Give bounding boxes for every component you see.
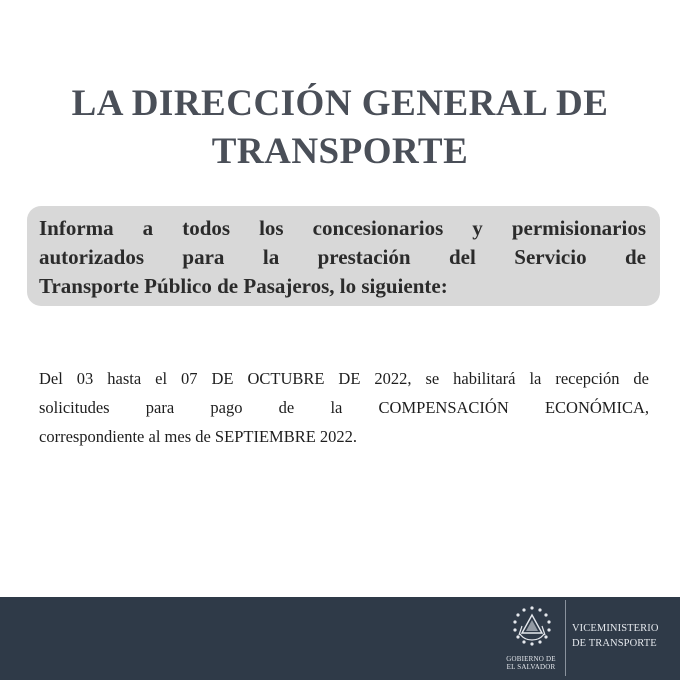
announcement-body <box>39 364 649 451</box>
body-line-2: solicitudes para pago de la COMPENSACIÓN ECONÓMICA, <box>39 398 649 417</box>
footer-divider <box>565 600 566 676</box>
title-line-1: LA DIRECCIÓN GENERAL DE <box>71 83 609 124</box>
body-line-3: correspondiente al mes de SEPTIEMBRE 2022. <box>39 427 358 446</box>
viceministry-label <box>572 621 678 651</box>
gov-label-line-1: GOBIERNO DE <box>506 655 556 663</box>
notice-line-1: Informa a todos los concesionarios y permisionarios <box>39 216 646 240</box>
gov-label-line-2: EL SALVADOR <box>506 663 556 671</box>
vice-label-line-1: VICEMINISTERIO <box>572 623 659 634</box>
government-label <box>496 655 566 671</box>
notice-line-3: Transporte Público de Pasajeros, lo siguiente: <box>39 274 448 298</box>
notice-box <box>27 206 660 306</box>
vice-label-line-2: DE TRANSPORTE <box>572 638 657 649</box>
page-title <box>0 80 680 176</box>
notice-line-2: autorizados para la prestación del Servicio de <box>39 245 646 269</box>
body-line-1: Del 03 hasta el 07 DE OCTUBRE DE 2022, se habilitará la recepción de <box>39 369 649 388</box>
title-line-2: TRANSPORTE <box>211 131 469 172</box>
